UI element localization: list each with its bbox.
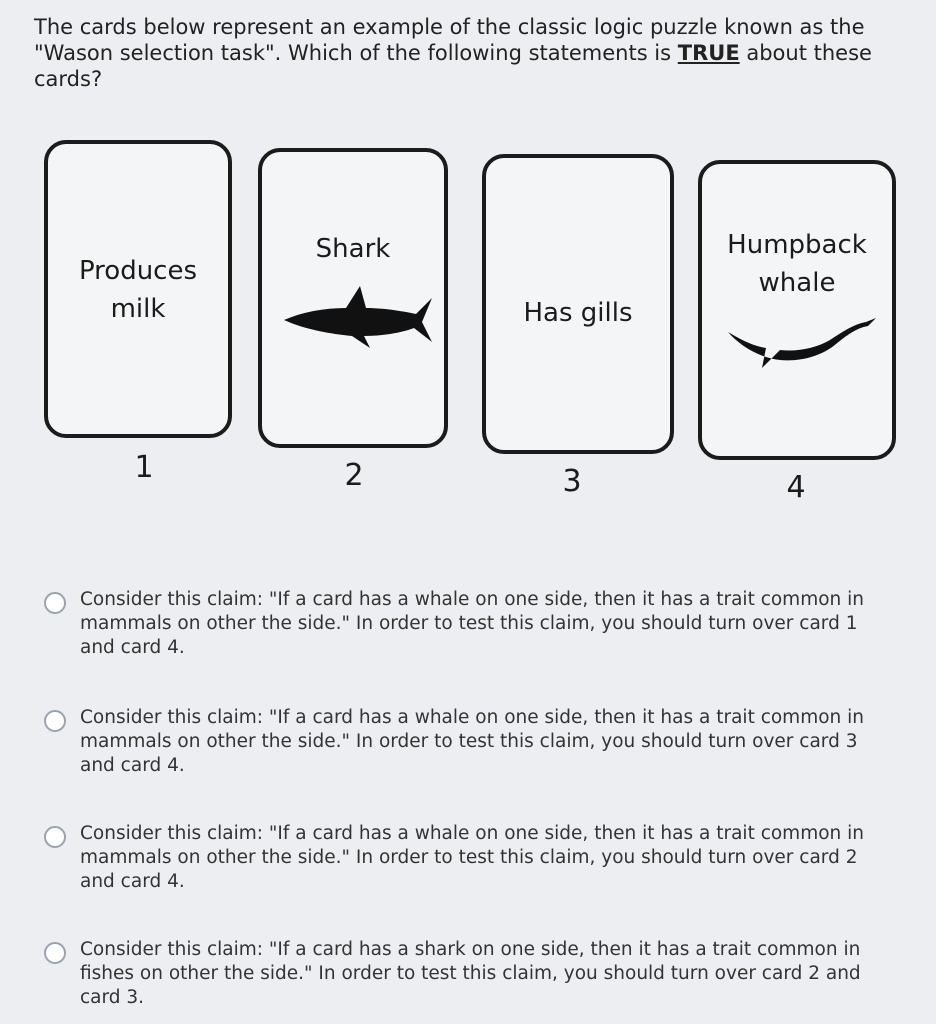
card-2 (258, 148, 448, 448)
card-3-line1: Has gills (523, 298, 633, 328)
option-3-text: Consider this claim: "If a card has a whale on one side, then it has a trait common in mammals on other the side." In order to test this claim, you should turn over card 2 and card 4. (80, 823, 865, 892)
card-4-label (702, 226, 892, 302)
question-emphasis: TRUE (677, 41, 740, 65)
option-4-text: Consider this claim: "If a card has a shark on one side, then it has a trait common in fishes on other the side." In order to test this claim, you should turn over card 2 and card 3. (80, 939, 861, 1008)
card-1-label (48, 252, 228, 328)
card-3 (482, 154, 674, 454)
card-4-number: 4 (786, 470, 806, 505)
option-1-text: Consider this claim: "If a card has a whale on one side, then it has a trait common in mammals on other the side." In order to test this claim, you should turn over card 1 and card 4. (80, 589, 865, 658)
card-4-line2: whale (758, 268, 836, 298)
option-2-text: Consider this claim: "If a card has a whale on one side, then it has a trait common in mammals on other the side." In order to test this claim, you should turn over card 3 and card 4. (80, 707, 865, 776)
option-1-radio[interactable] (44, 592, 66, 614)
question-part2: about these cards? (34, 41, 872, 91)
card-1-number: 1 (134, 450, 154, 485)
shark-icon (282, 284, 432, 354)
card-1 (44, 140, 232, 438)
card-4 (698, 160, 896, 460)
card-1-line1: Produces (78, 256, 198, 286)
whale-icon (726, 316, 876, 376)
card-4-line1: Humpback (727, 230, 867, 260)
card-2-line1: Shark (315, 234, 391, 264)
card-2-number: 2 (344, 458, 364, 493)
option-3-radio[interactable] (44, 826, 66, 848)
option-4-radio[interactable] (44, 942, 66, 964)
question-part1: The cards below represent an example of the classic logic puzzle known as the "Wason selection task". Which of the following statements is (34, 15, 865, 65)
card-3-number: 3 (562, 464, 582, 499)
question-text (34, 14, 874, 92)
option-2-radio[interactable] (44, 710, 66, 732)
card-1-line2: milk (110, 294, 166, 324)
